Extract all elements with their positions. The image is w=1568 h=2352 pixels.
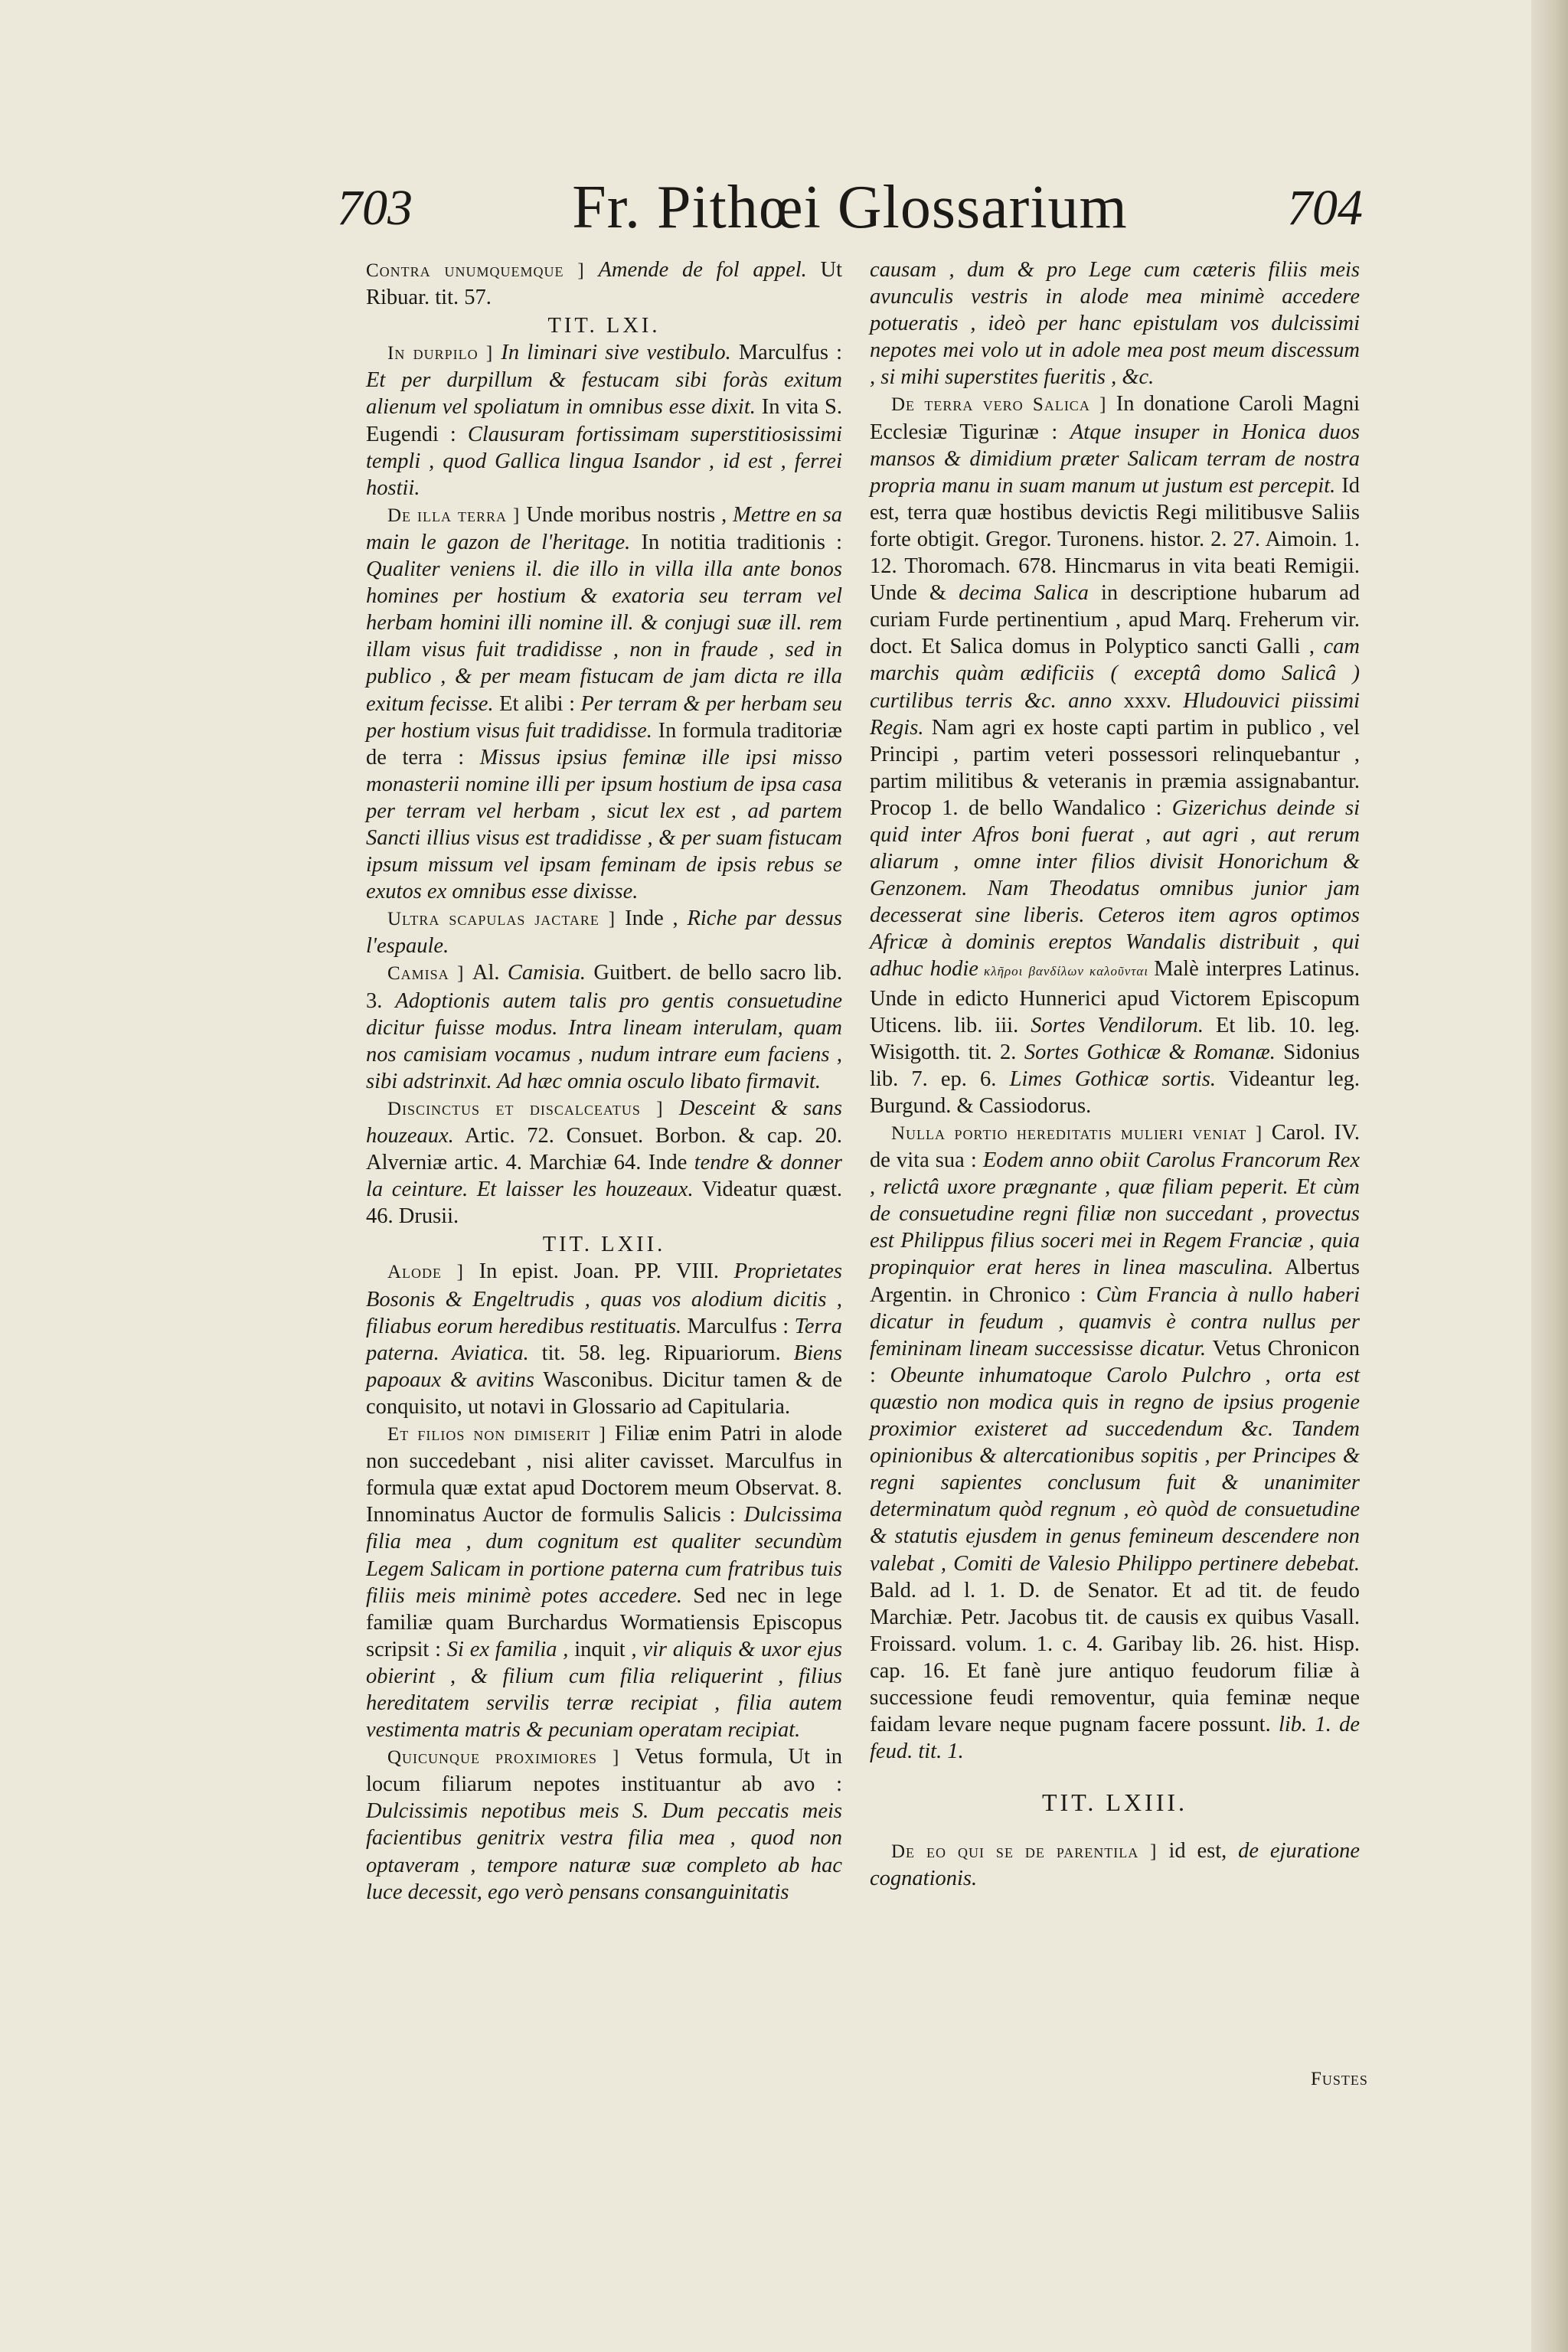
left-column-paragraph <box>366 1258 842 1420</box>
italic-text: Camisia. <box>507 961 586 985</box>
italic-text: Missus ipsius feminæ ille ipsi misso monasterii nomine illi per ipsum hostium de ipsa casa per terram vel herbam , sicut lex est , ad partem Sancti illius visus est tradidisse , & per suam fistucam ipsum missum vel ipsam feminam de ipsis rebus se exutos ex omnibus esse dixisse. <box>366 745 842 904</box>
roman-text: In notitia traditionis : <box>630 530 842 554</box>
left-column-paragraph <box>366 1420 842 1743</box>
roman-text: Sed nec in lege familiæ quam Burchardus Wormatiensis Episcopus scripsit : <box>366 1583 843 1661</box>
italic-text: tendre & donner la ceinture. Et laisser les houzeaux. <box>366 1151 842 1202</box>
page-edge <box>1531 0 1568 2352</box>
catchword: Fustes <box>1311 2069 1368 2089</box>
entry-lemma: In durpilo ] <box>387 343 501 364</box>
roman-text: xxxv. <box>1112 688 1184 713</box>
right-column-paragraph <box>870 1119 1360 1765</box>
left-page-number: 703 <box>337 180 413 236</box>
italic-text: Desceint & sans houzeaux. <box>366 1096 842 1148</box>
left-column-paragraph <box>366 905 842 959</box>
roman-text: Wasconibus. Dicitur tamen & de conquisito, ut notavi in Glossario ad Capitularia. <box>366 1367 842 1419</box>
left-column-paragraph <box>366 256 842 311</box>
right-page-number: 704 <box>1287 180 1363 236</box>
entry-lemma: Alode ] <box>387 1262 479 1283</box>
italic-text: Limes Gothicæ sortis. <box>1009 1067 1217 1091</box>
italic-text: Hludouvici piissimi Regis. <box>870 688 1360 740</box>
greek-text: κλῆροι βανδίλων καλοῦνται <box>978 964 1155 979</box>
roman-text: in descriptione hubarum ad curiam Furde pertinentium , apud Marq. Freherum vir. doct. Et Salica domus in Polyptico sancti Galli , <box>870 581 1360 659</box>
right-column-paragraph <box>870 256 1360 390</box>
roman-text: Id est, terra quæ hostibus devictis Regi militibusve Saliis forte obtigit. Gregor. Turonens. histor. 2. 27. Aimoin. 1. 12. Thoromach. 678. Hincmarus in vita beati Remigii. Unde & <box>870 473 1360 606</box>
left-column-paragraph <box>366 959 842 1094</box>
left-column-paragraph <box>366 1743 842 1906</box>
roman-text: Vetus Chronicon : <box>870 1336 1360 1387</box>
italic-text: Proprietates Bosonis & Engeltrudis , quas vos alodium dicitis , filiabus eorum heredibus restituatis. <box>366 1259 843 1338</box>
entry-lemma: Camisa ] <box>387 963 472 985</box>
entry-lemma: Quicunque proximiores ] <box>387 1747 635 1769</box>
entry-lemma: De terra vero Salica ] <box>891 394 1116 416</box>
right-column <box>870 256 1360 1893</box>
roman-text: Al. <box>472 961 508 985</box>
italic-text: Biens papoaux & avitins <box>366 1341 842 1392</box>
roman-text: In vita S. Eugendi : <box>366 395 842 446</box>
roman-text: Sidonius lib. 7. ep. 6. <box>870 1040 1361 1091</box>
entry-lemma: Discinctus et discalceatus ] <box>387 1098 679 1119</box>
roman-text: Carol. IV. de vita sua : <box>870 1121 1361 1173</box>
italic-text: Dulcissima filia mea , dum cognitum est qualiter secundùm Legem Salicam in portione paterna cum fratribus tuis filiis meis minimè potes accedere. <box>366 1503 842 1608</box>
roman-text: Vetus formula, Ut in locum filiarum nepotes instituantur ab avo : <box>366 1745 843 1797</box>
italic-text: Obeunte inhumatoque Carolo Pulchro , orta est quæstio non modica quis in regno de ipsius progenie proximior existeret ad succedendum &c. Tandem opinionibus & altercationibus sopitis , per Principes & regni sapientes conclusum fuit & unanimiter determinatum quòd regnum , eò quòd de consuetudine & statutis ejusdem in genus femineum descendere non valebat , Comiti de Valesio Philippo pertinere debebat. <box>870 1363 1360 1576</box>
italic-text: Amende de fol appel. <box>598 258 807 282</box>
italic-text: Terra paterna. Aviatica. <box>366 1314 842 1365</box>
entry-lemma: Contra unumquemque ] <box>366 260 599 281</box>
roman-text: Albertus Argentin. in Chronico : <box>870 1256 1361 1307</box>
entry-lemma: De illa terra ] <box>387 505 527 526</box>
italic-text: Mettre en sa main le gazon de l'heritage. <box>366 502 842 554</box>
italic-text: Sortes Gothicæ & Romanæ. <box>1024 1040 1276 1064</box>
left-column-paragraph <box>366 1095 842 1230</box>
italic-text: decima Salica <box>959 581 1089 606</box>
italic-text: Adoptionis autem talis pro gentis consuetudine dicitur fuisse modus. Intra lineam interulam, quam nos camisiam vocamus , nudum intrare eum faciens , sibi adstrinxit. Ad hæc omnia osculo libato firmavit. <box>366 988 842 1093</box>
entry-lemma: De eo qui se de parentila ] <box>891 1841 1169 1863</box>
roman-text: Malè interpres Latinus. Unde in edicto Hunnerici apud Victorem Episcopum Uticens. lib. iii. <box>870 957 1361 1037</box>
right-column-paragraph <box>870 390 1360 1119</box>
roman-text: Et lib. 10. leg. Wisigotth. tit. 2. <box>870 1013 1360 1064</box>
roman-text: In formula traditoriæ de terra : <box>366 718 842 769</box>
roman-text: Unde moribus nostris , <box>526 502 733 527</box>
entry-lemma: Et filios non dimiserit ] <box>387 1424 615 1446</box>
italic-text: Qualiter veniens il. die illo in villa illa ante bonos homines per hostium & exatoria seu terram vel herbam homini illi nomine ill. & conjugi suæ ill. rem illam visus fuit tradidisse , non in fraude , sed in publico , & per meam fistucam de jam dicta re illa exitum fecisse. <box>366 557 842 716</box>
roman-text: Et alibi : <box>493 691 581 716</box>
page-title: Fr. Pithœi Glossarium <box>572 174 1128 241</box>
roman-text: Filiæ enim Patri in alode non succedebant , nisi aliter cavisset. Marculfus in formula quæ extat apud Doctorem meum Observat. 8. Innominatus Auctor de formulis Salicis : <box>366 1422 842 1527</box>
italic-text: Atque insuper in Honica duos mansos & dimidium præter Salicam terram de nostra propria manu in suam manum ut justum est percepit. <box>870 420 1360 498</box>
italic-text: Eodem anno obiit Carolus Francorum Rex , relictâ uxore prægnante , quæ filiam peperit. Et cùm de consuetudine regni filiæ non succedant , provectus est Philippus filius soceri mei in Regem Franciæ , quia propinquior erat heres in linea masculina. <box>870 1148 1361 1280</box>
italic-text: Clausuram fortissimam superstitiosissimi templi , quod Gallica lingua Isandor , id est , ferrei hostii. <box>366 422 842 500</box>
roman-text: inquit , <box>574 1637 643 1661</box>
entry-lemma: Nulla portio hereditatis mulieri veniat ] <box>891 1123 1272 1144</box>
italic-text: Gizerichus deinde si quid inter Afros boni fuerat , aut agri , aut rerum aliarum , omne inter filios divisit Honorichum & Genzonem. Nam Theodatus omnibus junior jam decesserat sine liberis. Ceteros item agros optimos Africæ à dominis ereptos Wandalis distribuit , qui adhuc hodie <box>870 795 1361 982</box>
right-column-paragraph <box>870 1838 1360 1892</box>
italic-text: Dulcissimis nepotibus meis S. Dum peccatis meis facientibus genitrix vestra filia mea , quod non optaveram , tempore naturæ suæ completo ab hac luce decessit, ego verò pensans consanguinitatis <box>366 1799 842 1904</box>
roman-text: In donatione Caroli Magni Ecclesiæ Tigurinæ : <box>870 392 1360 444</box>
italic-text: Et per durpillum & festucam sibi foràs exitum alienum vel spoliatum in omnibus esse dixit. <box>366 368 842 420</box>
roman-text: id est, <box>1168 1839 1239 1864</box>
entry-lemma: Ultra scapulas jactare ] <box>387 909 626 930</box>
italic-text: lib. 1. de feud. tit. 1. <box>870 1713 1360 1764</box>
roman-text: Videantur leg. Burgund. & Cassiodorus. <box>870 1067 1360 1118</box>
roman-text: tit. 58. leg. Ripuariorum. <box>528 1341 794 1365</box>
italic-text: Riche par dessus l'espaule. <box>366 906 843 959</box>
italic-text: causam , dum & pro Lege cum cæteris filiis meis avunculis vestris in alode mea minimè accedere potueratis , ideò per hanc epistulam vos dulcissimi nepotes mei volo ut in adole mea post meum discessum , si mihi superstites fueritis , &c. <box>870 258 1360 390</box>
roman-text: Marculfus : <box>681 1314 795 1338</box>
italic-text: Cùm Francia à nullo haberi dicatur in feudum , quamvis è contra nullus per femininam lineam successisse dicatur. <box>870 1282 1361 1361</box>
left-column <box>366 256 842 1906</box>
roman-text: Bald. ad l. 1. D. de Senator. Et ad tit. de feudo Marchiæ. Petr. Jacobus tit. de causis ex quibus Vasall. Froissard. volum. 1. c. 4. Garibay lib. 26. hist. Hisp. cap. 16. Et fanè jure antiquo feudorum filiæ à successione feudi removentur, quia feminæ neque faidam levare neque pugnam facere possunt. <box>870 1578 1360 1737</box>
roman-text: Nam agri ex hoste capti partim in publico , vel Principi , partim veteri possessori relinquebantur , partim militibus & veteranis in præmia assignabantur. Procop 1. de bello Wandalico : <box>870 715 1360 820</box>
roman-text: Marculfus : <box>730 341 842 365</box>
roman-text: In epist. Joan. PP. VIII. <box>479 1259 734 1284</box>
italic-text: cam marchis quàm ædificiis ( exceptâ domo Salicâ ) curtilibus terris &c. anno <box>870 635 1360 713</box>
italic-text: de ejuratione cognationis. <box>870 1839 1361 1891</box>
section-heading: TIT. LXI. <box>547 314 661 338</box>
page-header <box>337 173 1363 257</box>
italic-text: vir aliquis & uxor ejus obierint , & filium cum filia reliquerint , filius hereditatem servilis terræ recipiat , filia autem vestimenta matris & pecuniam operatam recipiat. <box>366 1637 842 1743</box>
roman-text: Inde , <box>625 906 688 931</box>
left-column-paragraph <box>366 501 842 905</box>
roman-text: Ut Ribuar. tit. 57. <box>366 258 842 310</box>
italic-text: Per terram & per herbam seu per hostium visus fuit tradidisse. <box>366 691 843 743</box>
left-column-paragraph <box>366 339 842 501</box>
roman-text: Artic. 72. Consuet. Borbon. & cap. 20. Alverniæ artic. 4. Marchiæ 64. Inde <box>366 1124 842 1175</box>
roman-text: Guitbert. de bello sacro lib. 3. <box>366 961 842 1013</box>
italic-text: In liminari sive vestibulo. <box>501 341 731 365</box>
section-heading: TIT. LXII. <box>542 1233 666 1257</box>
italic-text: Sortes Vendilorum. <box>1031 1013 1204 1037</box>
section-heading: TIT. LXIII. <box>1042 1788 1187 1817</box>
roman-text: Videatur quæst. 46. Drusii. <box>366 1178 842 1229</box>
italic-text: Si ex familia , <box>446 1637 575 1661</box>
